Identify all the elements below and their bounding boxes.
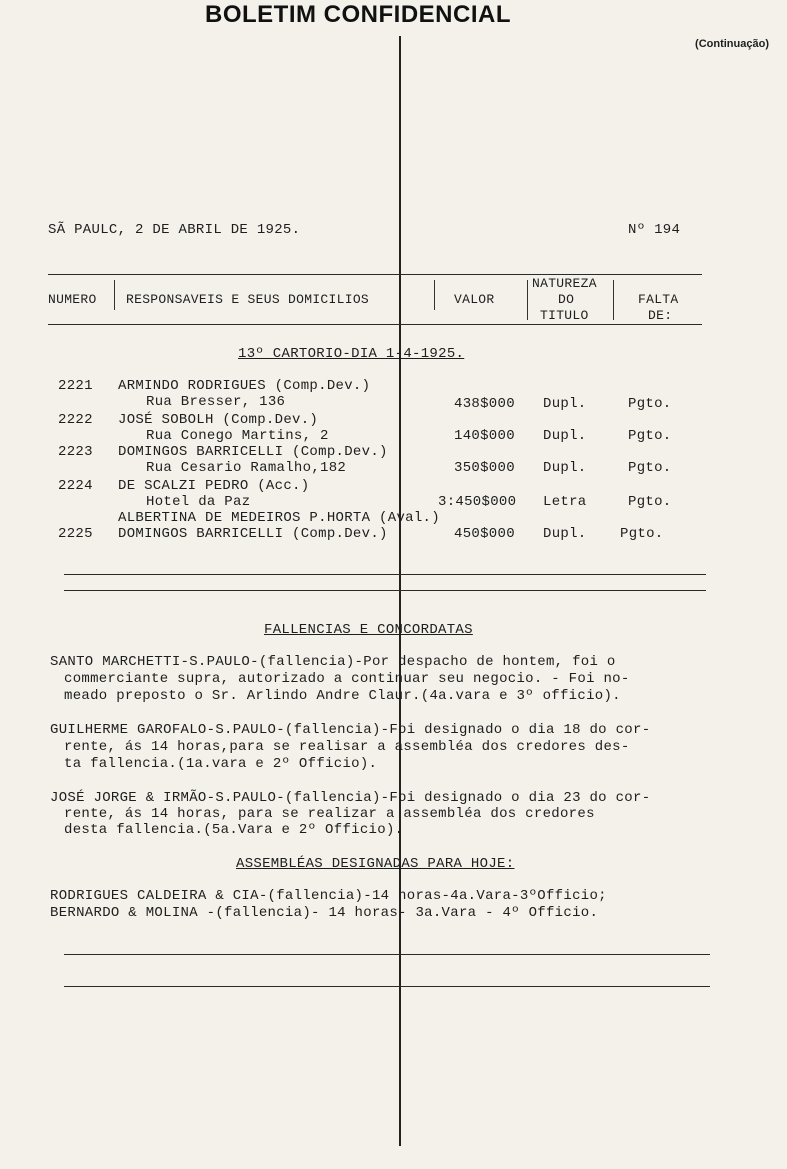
assembleas-heading: ASSEMBLÉAS DESIGNADAS PARA HOJE: [236, 856, 515, 872]
section-rule [64, 986, 710, 987]
row-name: JOSÉ SOBOLH (Comp.Dev.) [118, 412, 319, 428]
assemblea-line: RODRIGUES CALDEIRA & CIA-(fallencia)-14 horas-4a.Vara-3ºOfficio; [50, 888, 607, 904]
row-valor: 350$000 [454, 460, 515, 476]
row-falta: Pgto. [628, 460, 672, 476]
row-name: ALBERTINA DE MEDEIROS P.HORTA (Aval.) [118, 510, 440, 526]
row-name: ARMINDO RODRIGUES (Comp.Dev.) [118, 378, 371, 394]
section-rule [64, 954, 710, 955]
row-natureza: Letra [543, 494, 587, 510]
fallencia-line: SANTO MARCHETTI-S.PAULO-(fallencia)-Por despacho de hontem, foi o [50, 654, 616, 670]
col-falta-2: DE: [648, 308, 673, 323]
col-falta-1: FALTA [638, 292, 679, 307]
section-rule [64, 574, 706, 575]
row-valor: 3:450$000 [438, 494, 517, 510]
col-valor: VALOR [454, 292, 495, 307]
fallencia-line: commerciante supra, autorizado a continuar seu negocio. - Foi no- [64, 671, 630, 687]
row-natureza: Dupl. [543, 460, 587, 476]
col-natureza-2: DO [558, 292, 575, 307]
fallencia-line: ta fallencia.(1a.vara e 2º Officio). [64, 756, 378, 772]
col-natureza-1: NATUREZA [532, 276, 597, 291]
row-number: 2222 [58, 412, 93, 428]
col-natureza-3: TITULO [540, 308, 589, 323]
row-natureza: Dupl. [543, 396, 587, 412]
row-falta: Pgto. [628, 494, 672, 510]
fallencia-line: rente, ás 14 horas, para se realizar a assembléa dos credores [64, 806, 595, 822]
fallencia-line: rente, ás 14 horas,para se realisar a assembléa dos credores des- [64, 739, 630, 755]
bulletin-title: BOLETIM CONFIDENCIAL [205, 1, 511, 28]
col-numero: NUMERO [48, 292, 97, 307]
bulletin-number: Nº 194 [628, 222, 681, 238]
row-number: 2221 [58, 378, 93, 394]
row-valor: 438$000 [454, 396, 515, 412]
row-natureza: Dupl. [543, 428, 587, 444]
row-address: Rua Cesario Ramalho,182 [146, 460, 347, 476]
row-number: 2225 [58, 526, 93, 542]
continuation-label: (Continuação) [695, 38, 769, 50]
col-divider [613, 280, 614, 320]
row-name: DOMINGOS BARRICELLI (Comp.Dev.) [118, 526, 388, 542]
col-divider [527, 280, 528, 320]
col-divider [434, 280, 435, 310]
row-falta: Pgto. [620, 526, 664, 542]
row-falta: Pgto. [628, 396, 672, 412]
row-natureza: Dupl. [543, 526, 587, 542]
section-rule [64, 590, 706, 591]
col-responsaveis: RESPONSAVEIS E SEUS DOMICILIOS [126, 292, 370, 307]
row-address: Rua Bresser, 136 [146, 394, 286, 410]
fallencia-line: GUILHERME GAROFALO-S.PAULO-(fallencia)-Foi designado o dia 18 do cor- [50, 722, 651, 738]
row-falta: Pgto. [628, 428, 672, 444]
cartorio-section: 13º CARTORIO-DIA 1-4-1925. [238, 346, 465, 362]
fallencia-line: JOSÉ JORGE & IRMÃO-S.PAULO-(fallencia)-Foi designado o dia 23 do cor- [50, 790, 651, 806]
place-date: SÃ PAULC, 2 DE ABRIL DE 1925. [48, 222, 301, 238]
row-number: 2223 [58, 444, 93, 460]
assemblea-line: BERNARDO & MOLINA -(fallencia)- 14 horas- 3a.Vara - 4º Officio. [50, 905, 599, 921]
row-address: Hotel da Paz [146, 494, 251, 510]
table-top-rule [48, 274, 702, 275]
fallencias-heading: FALLENCIAS E CONCORDATAS [264, 622, 473, 638]
row-number: 2224 [58, 478, 93, 494]
row-valor: 140$000 [454, 428, 515, 444]
col-divider [114, 280, 115, 310]
fold-line [399, 36, 401, 1146]
row-name: DOMINGOS BARRICELLI (Comp.Dev.) [118, 444, 388, 460]
table-header-rule [48, 324, 702, 325]
row-valor: 450$000 [454, 526, 515, 542]
row-name: DE SCALZI PEDRO (Acc.) [118, 478, 310, 494]
fallencia-line: meado preposto o Sr. Arlindo Andre Claur.(4a.vara e 3º officio). [64, 688, 621, 704]
fallencia-line: desta fallencia.(5a.Vara e 2º Officio). [64, 822, 404, 838]
row-address: Rua Conego Martins, 2 [146, 428, 329, 444]
